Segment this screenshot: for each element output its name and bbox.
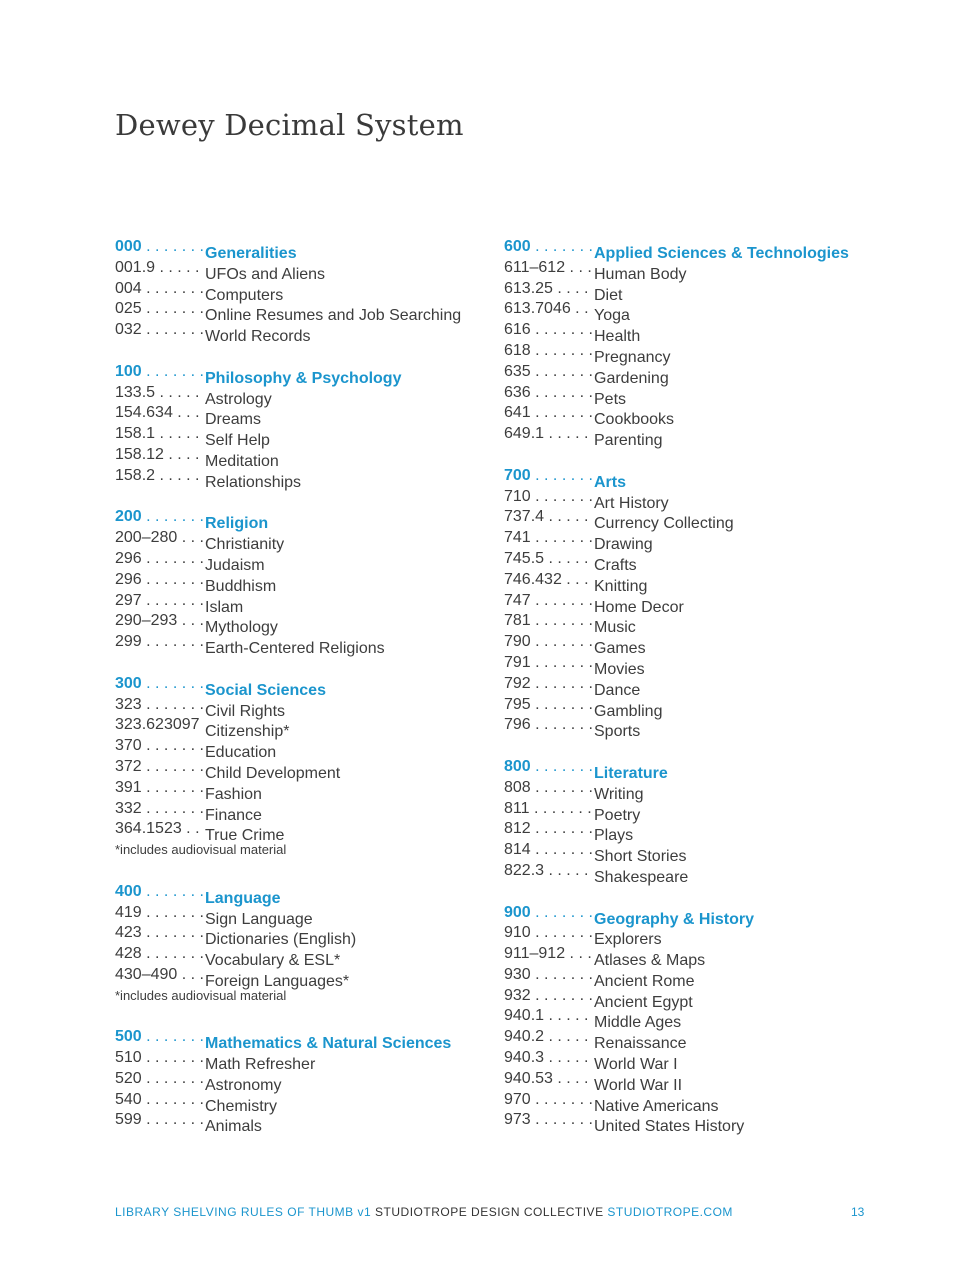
- subject-label: Education: [205, 743, 277, 761]
- call-number: 932 . . .: [504, 986, 594, 1007]
- list-item: [115, 757, 475, 782]
- list-item: [504, 570, 864, 595]
- list-item: [504, 362, 864, 387]
- call-number: 200–280 . . .: [115, 528, 205, 549]
- list-item: [504, 861, 864, 886]
- left-column: [115, 237, 475, 1152]
- call-number: 616 . . .: [504, 320, 594, 341]
- subject-label: Atlases & Maps: [594, 951, 706, 969]
- call-number: 391 . . .: [115, 778, 205, 799]
- class-name: Literature: [594, 764, 668, 782]
- class-name: Geography & History: [594, 910, 755, 928]
- subject-label: Middle Ages: [594, 1014, 682, 1032]
- call-number: 299 . . .: [115, 632, 205, 653]
- call-number: 791 . . .: [504, 653, 594, 674]
- call-number: 419 . . .: [115, 903, 205, 924]
- call-number: 372 . . .: [115, 757, 205, 778]
- class-group-600: [504, 237, 864, 449]
- class-group-200: [115, 507, 475, 657]
- call-number: 808 . . .: [504, 778, 594, 799]
- call-number: 814 . . .: [504, 840, 594, 861]
- list-item: [115, 1110, 475, 1136]
- subject-label: Animals: [205, 1118, 262, 1136]
- class-code: 900 . . .: [504, 903, 594, 924]
- subject-label: Short Stories: [594, 847, 687, 865]
- subject-label: Sign Language: [205, 910, 313, 928]
- class-name: Philosophy & Psychology: [205, 369, 402, 387]
- subject-label: Explorers: [594, 931, 662, 949]
- call-number: 940.1 . . .: [504, 1006, 594, 1027]
- call-number: 613.25 . . .: [504, 279, 594, 300]
- class-code: 200 . . .: [115, 507, 205, 528]
- list-item: [504, 778, 864, 803]
- subject-label: Chemistry: [205, 1097, 278, 1115]
- class-heading: [504, 903, 864, 928]
- list-item: [504, 299, 864, 325]
- call-number: 822.3 . . .: [504, 861, 594, 882]
- call-number: 781 . . .: [504, 611, 594, 632]
- list-item: [115, 923, 475, 949]
- list-item: [504, 986, 864, 1011]
- subject-label: Gardening: [594, 369, 669, 387]
- list-item: [115, 466, 475, 491]
- call-number: 004 . . .: [115, 279, 205, 300]
- subject-label: Buddhism: [205, 577, 277, 595]
- call-number: 370 . . .: [115, 736, 205, 757]
- call-number: 746.432 . . .: [504, 570, 594, 591]
- call-number: 649.1 . . .: [504, 424, 594, 445]
- call-number: 158.1 . . .: [115, 424, 205, 445]
- subject-label: Judaism: [205, 556, 265, 574]
- subject-label: Games: [594, 639, 646, 657]
- list-item: [115, 445, 475, 470]
- list-item: [115, 819, 475, 845]
- call-number: 540 . . .: [115, 1090, 205, 1111]
- class-heading: [115, 674, 475, 699]
- subject-label: Civil Rights: [205, 702, 286, 720]
- class-heading: [115, 362, 475, 387]
- list-item: [115, 549, 475, 574]
- call-number: 811 . . .: [504, 799, 594, 820]
- list-item: [504, 632, 864, 657]
- subject-label: Mythology: [205, 619, 278, 637]
- list-item: [115, 1090, 475, 1115]
- page-number: 13: [851, 1205, 865, 1219]
- class-name: Applied Sciences & Technologies: [594, 244, 849, 262]
- subject-label: Sports: [594, 723, 641, 741]
- call-number: 430–490 . . .: [115, 965, 205, 986]
- class-code: 000 . . .: [115, 237, 205, 258]
- class-group-900: [504, 903, 864, 1136]
- subject-label: Dictionaries (English): [205, 931, 357, 949]
- subject-label: Renaissance: [594, 1035, 687, 1053]
- footer: [115, 1205, 733, 1219]
- list-item: [504, 403, 864, 429]
- call-number: 710 . . .: [504, 487, 594, 508]
- call-number: 618 . . .: [504, 341, 594, 362]
- class-group-800: [504, 757, 864, 886]
- class-name: Mathematics & Natural Sciences: [205, 1035, 452, 1053]
- subject-label: Gambling: [594, 702, 663, 720]
- list-item: [504, 424, 864, 449]
- list-item: [115, 965, 475, 990]
- subject-label: Health: [594, 327, 641, 345]
- class-code: 800 . . .: [504, 757, 594, 778]
- list-item: [115, 528, 475, 553]
- list-item: [115, 799, 475, 824]
- call-number: 737.4 . . .: [504, 507, 594, 528]
- call-number: 323.623097 . . .: [115, 715, 205, 736]
- list-item: [504, 487, 864, 512]
- list-item: [504, 965, 864, 990]
- call-number: 520 . . .: [115, 1069, 205, 1090]
- class-name: Language: [205, 889, 281, 907]
- list-item: [504, 1027, 864, 1053]
- class-heading: [115, 237, 475, 262]
- list-item: [504, 591, 864, 616]
- list-item: [115, 611, 475, 637]
- subject-label: UFOs and Aliens: [205, 265, 326, 283]
- call-number: 641 . . .: [504, 403, 594, 424]
- class-name: Arts: [594, 473, 627, 491]
- call-number: 510 . . .: [115, 1048, 205, 1069]
- list-item: [504, 1110, 864, 1136]
- list-item: [115, 570, 475, 595]
- class-heading: [504, 237, 864, 262]
- right-column: [504, 237, 864, 1152]
- subject-label: Dance: [594, 681, 641, 699]
- call-number: 741 . . .: [504, 528, 594, 549]
- subject-label: Dreams: [205, 411, 262, 429]
- list-item: [504, 611, 864, 637]
- subject-label: Earth-Centered Religions: [205, 639, 385, 657]
- list-item: [115, 632, 475, 657]
- subject-label: Pets: [594, 390, 627, 408]
- list-item: [504, 549, 864, 574]
- list-item: [504, 799, 864, 824]
- subject-label: Currency Collecting: [594, 515, 734, 533]
- footer-series: LIBRARY SHELVING RULES OF THUMB v1: [115, 1205, 372, 1219]
- call-number: 613.7046 . . .: [504, 299, 594, 320]
- class-heading: [115, 507, 475, 533]
- subject-label: Astronomy: [205, 1076, 282, 1094]
- subject-label: Movies: [594, 660, 645, 678]
- subject-label: Art History: [594, 494, 669, 512]
- class-heading: [504, 757, 864, 782]
- call-number: 747 . . .: [504, 591, 594, 612]
- subject-label: Citizenship*: [205, 723, 290, 741]
- list-item: [115, 424, 475, 449]
- subject-label: Ancient Rome: [594, 972, 695, 990]
- call-number: 635 . . .: [504, 362, 594, 383]
- subject-label: Math Refresher: [205, 1055, 316, 1073]
- list-item: [504, 653, 864, 678]
- subject-label: Writing: [594, 785, 644, 803]
- call-number: 790 . . .: [504, 632, 594, 653]
- subject-label: True Crime: [205, 827, 285, 845]
- call-number: 911–912 . . .: [504, 944, 594, 965]
- call-number: 636 . . .: [504, 383, 594, 404]
- subject-label: Foreign Languages*: [205, 972, 350, 990]
- subject-label: Finance: [205, 806, 262, 824]
- call-number: 323 . . .: [115, 695, 205, 716]
- class-group-000: [115, 237, 475, 345]
- call-number: 158.2 . . .: [115, 466, 205, 487]
- call-number: 001.9 . . .: [115, 258, 205, 279]
- class-group-700: [504, 466, 864, 741]
- call-number: 599 . . .: [115, 1110, 205, 1131]
- call-number: 296 . . .: [115, 549, 205, 570]
- subject-label: Self Help: [205, 431, 270, 449]
- subject-label: Cookbooks: [594, 411, 675, 429]
- footnote: *includes audiovisual material: [115, 842, 287, 858]
- call-number: 025 . . .: [115, 299, 205, 320]
- subject-label: Drawing: [594, 535, 653, 553]
- class-name: Religion: [205, 515, 269, 533]
- call-number: 332 . . .: [115, 799, 205, 820]
- page-title: Dewey Decimal System: [115, 108, 464, 142]
- list-item: [504, 944, 864, 969]
- subject-label: Ancient Egypt: [594, 993, 693, 1011]
- class-heading: [115, 1027, 475, 1053]
- subject-label: Relationships: [205, 473, 302, 491]
- call-number: 745.5 . . .: [504, 549, 594, 570]
- list-item: [115, 591, 475, 616]
- subject-label: World War I: [594, 1055, 678, 1073]
- class-code: 700 . . .: [504, 466, 594, 487]
- list-item: [504, 1090, 864, 1115]
- subject-label: Online Resumes and Job Searching: [205, 307, 462, 325]
- call-number: 970 . . .: [504, 1090, 594, 1111]
- subject-label: Music: [594, 619, 636, 637]
- call-number: 297 . . .: [115, 591, 205, 612]
- class-code: 300 . . .: [115, 674, 205, 695]
- call-number: 296 . . .: [115, 570, 205, 591]
- call-number: 154.634 . . .: [115, 403, 205, 424]
- class-code: 600 . . .: [504, 237, 594, 258]
- list-item: [115, 403, 475, 429]
- list-item: [115, 715, 475, 741]
- call-number: 290–293 . . .: [115, 611, 205, 632]
- list-item: [504, 715, 864, 741]
- list-item: [504, 840, 864, 865]
- subject-label: Christianity: [205, 535, 285, 553]
- subject-label: Meditation: [205, 452, 279, 470]
- subject-label: Diet: [594, 286, 623, 304]
- call-number: 930 . . .: [504, 965, 594, 986]
- list-item: [115, 258, 475, 283]
- subject-label: Islam: [205, 598, 244, 616]
- class-heading: [504, 466, 864, 491]
- call-number: 428 . . .: [115, 944, 205, 965]
- list-item: [504, 674, 864, 699]
- list-item: [504, 383, 864, 408]
- class-group-400: [115, 882, 475, 1007]
- class-code: 400 . . .: [115, 882, 205, 903]
- call-number: 940.53 . . .: [504, 1069, 594, 1090]
- subject-label: Fashion: [205, 785, 262, 803]
- call-number: 423 . . .: [115, 923, 205, 944]
- call-number: 910 . . .: [504, 923, 594, 944]
- call-number: 795 . . .: [504, 695, 594, 716]
- list-item: [115, 736, 475, 761]
- subject-label: Poetry: [594, 806, 641, 824]
- class-name: Social Sciences: [205, 681, 326, 699]
- class-heading: [115, 882, 475, 907]
- call-number: 940.3 . . .: [504, 1048, 594, 1069]
- list-item: [504, 1069, 864, 1094]
- subject-label: Shakespeare: [594, 868, 689, 886]
- call-number: 796 . . .: [504, 715, 594, 736]
- subject-label: Pregnancy: [594, 348, 671, 366]
- class-code: 100 . . .: [115, 362, 205, 383]
- call-number: 812 . . .: [504, 819, 594, 840]
- list-item: [504, 341, 864, 366]
- subject-label: Yoga: [594, 307, 630, 325]
- list-item: [504, 320, 864, 345]
- subject-label: Knitting: [594, 577, 648, 595]
- subject-label: Plays: [594, 827, 634, 845]
- list-item: [504, 819, 864, 845]
- subject-label: Astrology: [205, 390, 272, 408]
- class-group-500: [115, 1027, 475, 1136]
- subject-label: World Records: [205, 327, 311, 345]
- footer-website[interactable]: STUDIOTROPE.COM: [607, 1205, 733, 1219]
- subject-label: Home Decor: [594, 598, 684, 616]
- list-item: [115, 944, 475, 969]
- subject-label: Native Americans: [594, 1097, 719, 1115]
- subject-label: Vocabulary & ESL*: [205, 951, 341, 969]
- list-item: [115, 299, 475, 325]
- subject-label: Human Body: [594, 265, 687, 283]
- call-number: 364.1523 . . .: [115, 819, 205, 840]
- list-item: [504, 695, 864, 720]
- subject-label: Computers: [205, 286, 284, 304]
- subject-label: United States History: [594, 1118, 745, 1136]
- subject-label: Crafts: [594, 556, 637, 574]
- subject-label: World War II: [594, 1076, 683, 1094]
- subject-label: Parenting: [594, 431, 663, 449]
- list-item: [504, 507, 864, 533]
- class-code: 500 . . .: [115, 1027, 205, 1048]
- footer-publisher: STUDIOTROPE DESIGN COLLECTIVE: [375, 1205, 604, 1219]
- call-number: 158.12 . . .: [115, 445, 205, 466]
- call-number: 611–612 . . .: [504, 258, 594, 279]
- call-number: 032 . . .: [115, 320, 205, 341]
- call-number: 792 . . .: [504, 674, 594, 695]
- class-group-100: [115, 362, 475, 491]
- call-number: 940.2 . . .: [504, 1027, 594, 1048]
- class-name: Generalities: [205, 244, 297, 262]
- call-number: 973 . . .: [504, 1110, 594, 1131]
- call-number: 133.5 . . .: [115, 383, 205, 404]
- footnote: *includes audiovisual material: [115, 987, 287, 1003]
- subject-label: Child Development: [205, 764, 341, 782]
- list-item: [115, 903, 475, 928]
- class-group-300: [115, 674, 475, 861]
